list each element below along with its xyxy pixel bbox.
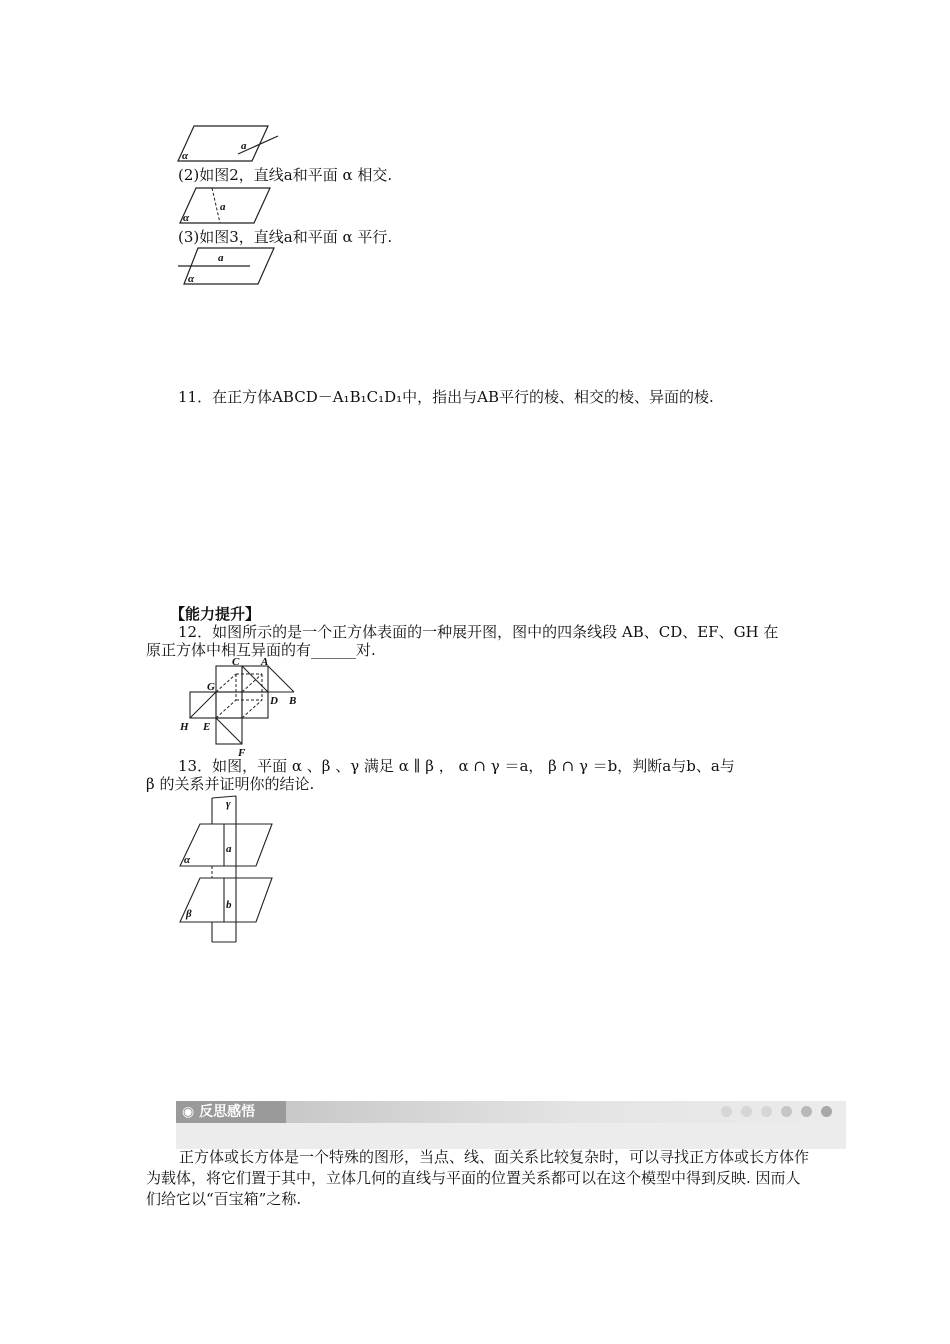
figure-3-plane-label: α: [188, 273, 195, 285]
figure-3-line-parallel-plane: [176, 246, 280, 292]
figure-12-label-f: F: [238, 747, 246, 759]
figure-12-label-h: H: [180, 721, 189, 733]
question-12-line-2: 原正方体中相互异面的有______对.: [146, 641, 376, 659]
banner-dots-decoration: [721, 1106, 832, 1117]
reflection-paragraph: 正方体或长方体是一个特殊的图形，当点、线、面关系比较复杂时，可以寻找正方体或长方体作为载体，将它们置于其中，立体几何的直线与平面的位置关系都可以在这个模型中得到反映. 因而人们给它以“百宝箱”之称.: [146, 1148, 810, 1208]
section-heading: 【能力提升】: [170, 605, 261, 623]
figure-12-label-c: C: [232, 656, 240, 668]
figure-3-line-label: a: [218, 252, 224, 264]
figure-2-plane-label: α: [183, 212, 190, 224]
figure-12-label-e: E: [203, 721, 211, 733]
figure-12-label-g: G: [207, 681, 215, 693]
item-2-text: (2)如图2，直线a和平面 α 相交.: [178, 166, 393, 184]
reflection-banner-bar: [176, 1101, 846, 1123]
figure-13-b-label: b: [226, 899, 232, 911]
figure-12-cube-net: [176, 656, 306, 764]
figure-2-line-intersects-plane: [176, 186, 276, 230]
figure-13-alpha-label: α: [184, 854, 191, 866]
question-12-line-1: 12．如图所示的是一个正方体表面的一种展开图，图中的四条线段 AB、CD、EF、GH 在: [178, 623, 779, 641]
figure-1-line-label: a: [241, 140, 247, 152]
question-13-line-1: 13．如图，平面 α 、β 、γ 满足 α ∥ β ， α ∩ γ ＝a， β ∩ γ ＝b，判断a与b、a与: [178, 757, 735, 775]
figure-1-plane-label: α: [182, 150, 189, 162]
figure-13-gamma-label: γ: [226, 798, 231, 810]
figure-13-three-planes: [176, 794, 276, 948]
figure-12-label-a: A: [261, 656, 269, 668]
figure-13-a-label: a: [226, 843, 232, 855]
item-3-text: (3)如图3，直线a和平面 α 平行.: [178, 228, 393, 246]
question-13-line-2: β 的关系并证明你的结论.: [146, 775, 315, 793]
figure-1-line-intersects-plane: [176, 124, 286, 168]
reflection-title: ◉ 反思感悟: [176, 1101, 286, 1123]
reflection-banner-strip: [176, 1123, 846, 1149]
figure-13-beta-label: β: [186, 908, 192, 920]
figure-12-label-d: D: [270, 695, 278, 707]
figure-12-label-b: B: [289, 695, 297, 707]
reflection-banner: [176, 1101, 846, 1149]
question-11: 11．在正方体ABCD－A₁B₁C₁D₁中，指出与AB平行的棱、相交的棱、异面的棱.: [178, 388, 714, 406]
figure-2-line-label: a: [220, 201, 226, 213]
